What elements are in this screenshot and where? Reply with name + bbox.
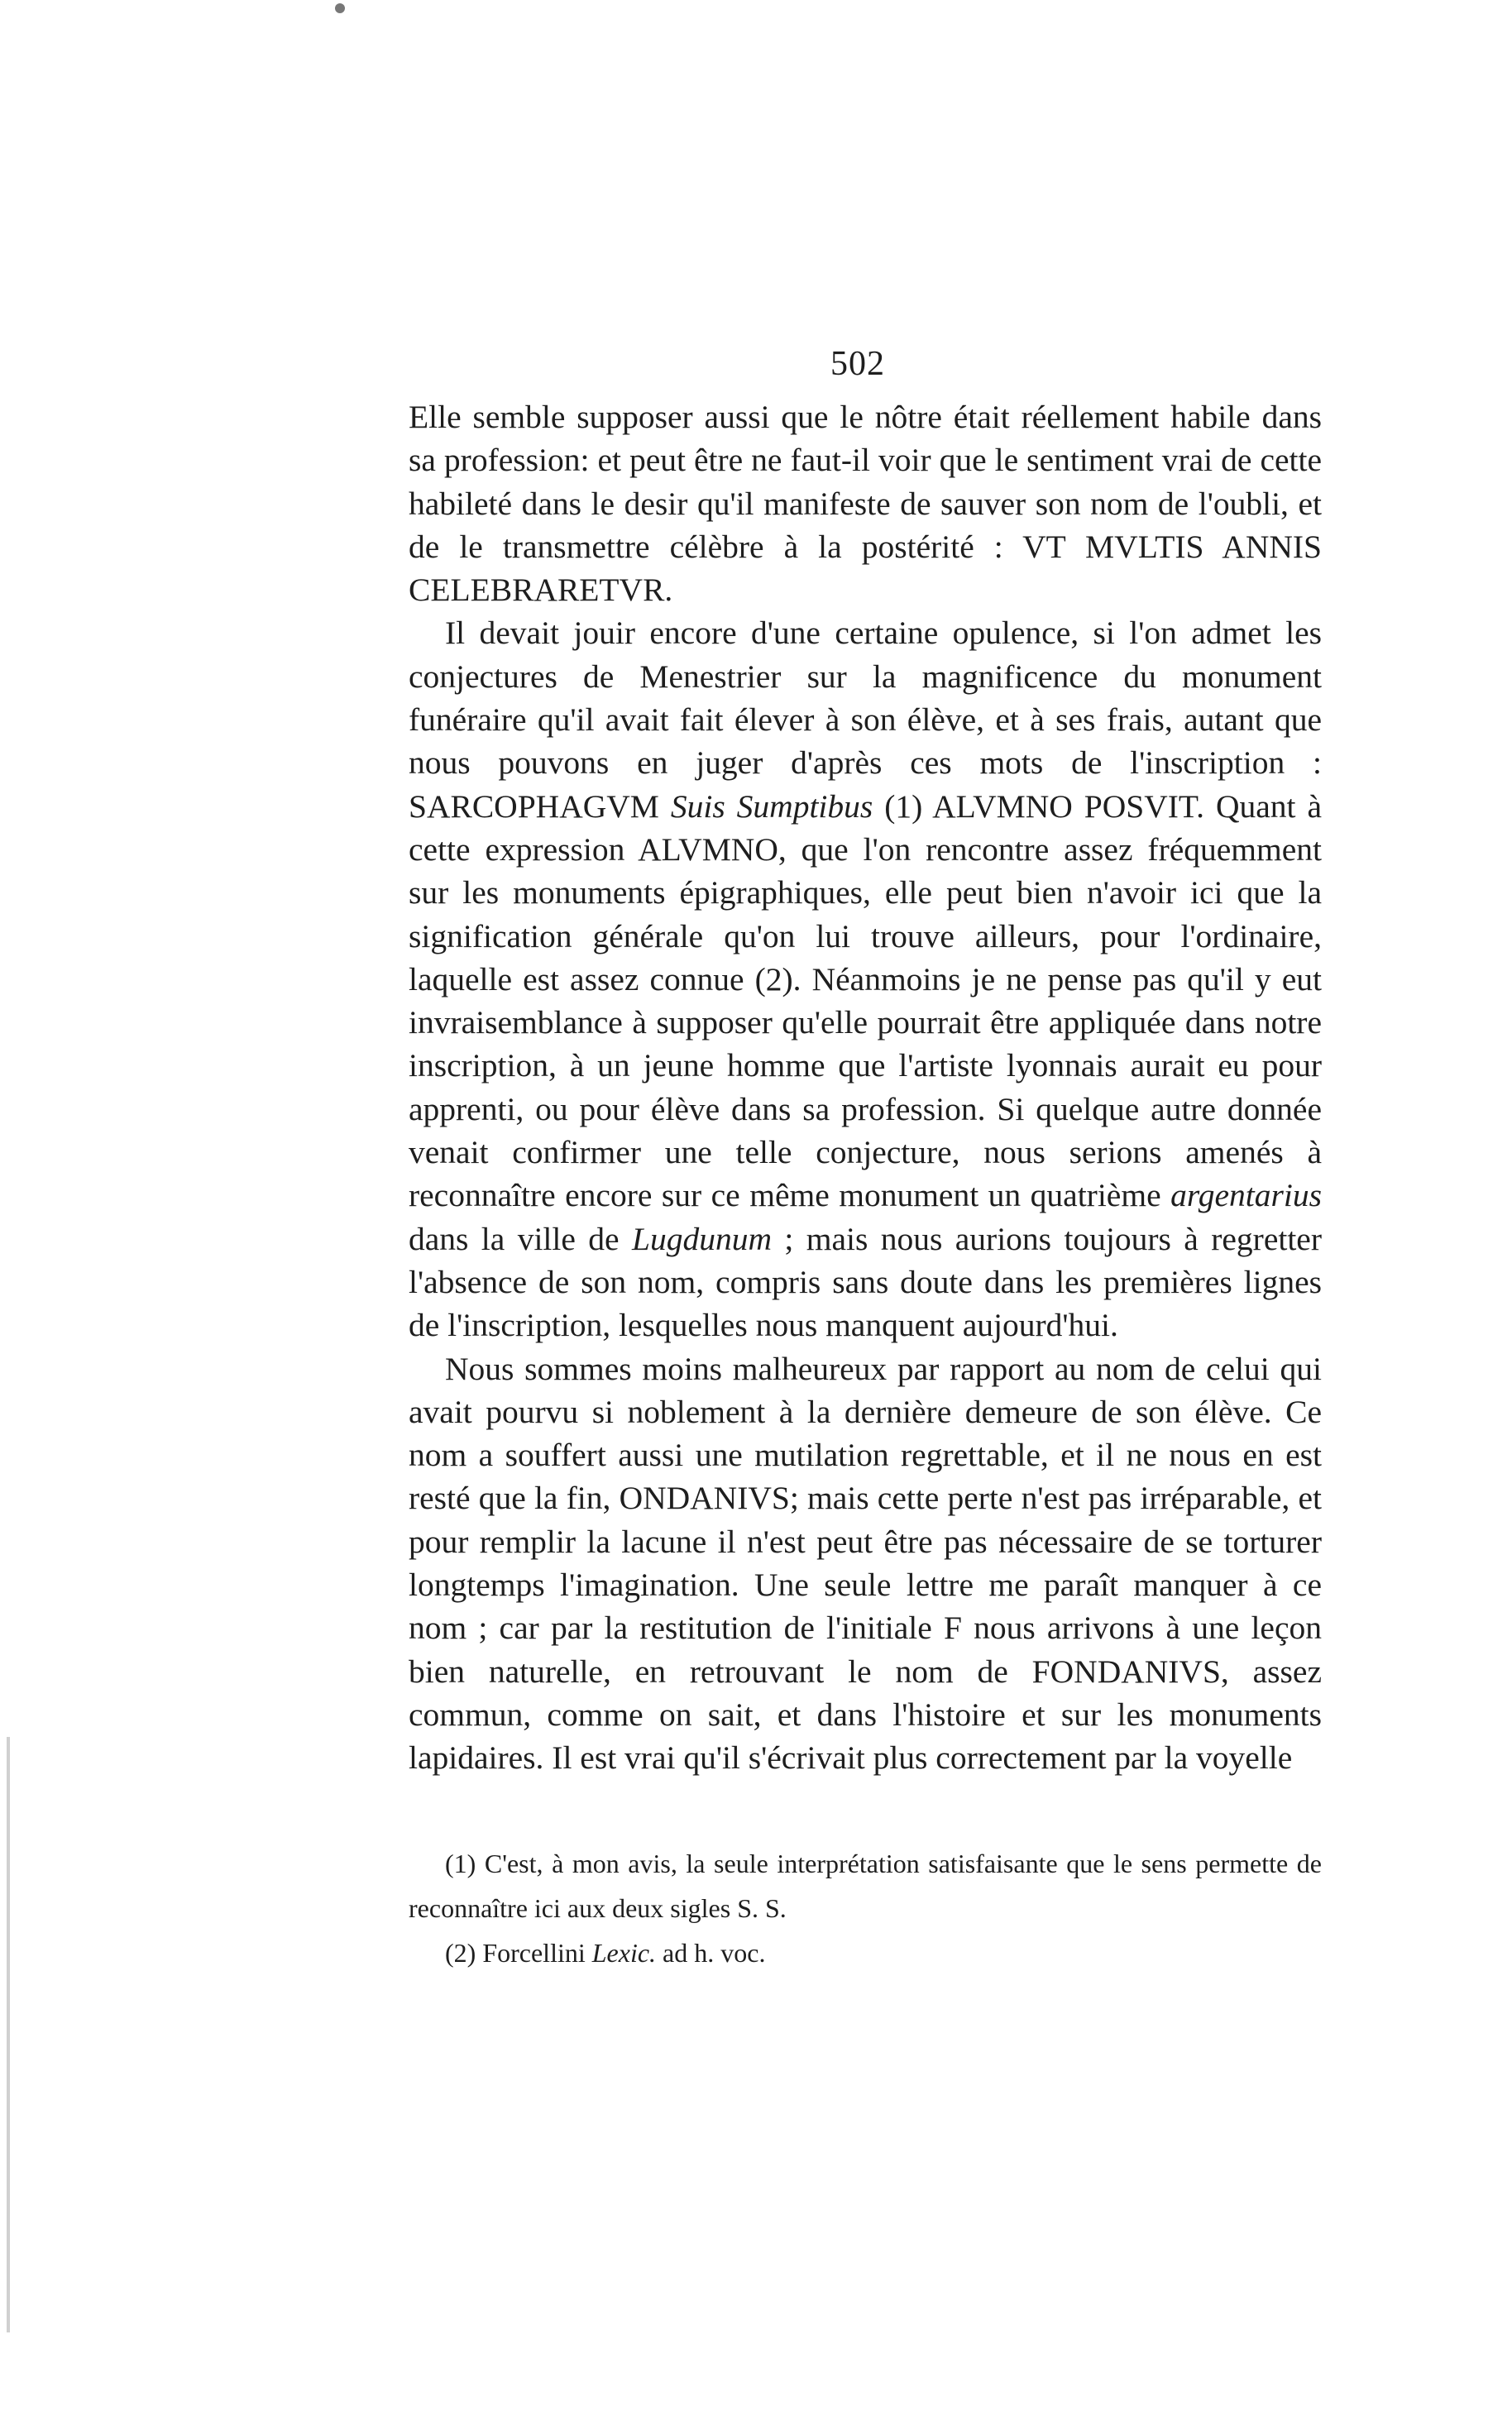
footnote-2-suffix: ad h. voc. [656,1938,766,1968]
paragraph-2-part-3: dans la ville de [409,1220,632,1257]
paragraph-2-part-2: (1) ALVMNO POSVIT. Quant à cette expression ALVMNO, que l'on rencontre assez fréquemment sur les monuments épigraphiques, elle peut bien n'avoir ici que la signification générale qu'on lui trouve ailleurs, pour l'ordinaire, laquelle est assez connue (2). Néanmoins je ne pense pas qu'il y eut invraisemblance à supposer qu'elle pourrait être appliquée dans notre inscription, à un jeune homme que l'artiste lyonnais aurait eu pour apprenti, ou pour élève dans sa profession. Si quelque autre donnée venait confirmer une telle conjecture, nous serions amenés à reconnaître encore sur ce même monument un quatrième [409,787,1322,1214]
scan-edge-mark-top [335,3,345,13]
footnote-2-prefix: (2) Forcellini [445,1938,592,1968]
italic-suis-sumptibus: Suis Sumptibus [670,787,873,825]
italic-argentarius: argentarius [1170,1177,1322,1214]
footnote-2-italic: Lexic. [591,1938,657,1968]
paragraph-2-part-1: Il devait jouir encore d'une certaine opulence, si l'on admet les conjectures de Menestrier sur la magnificence du monument funéraire qu'il avait fait élever à son élève, et à ses frais, autant que nous pouvons en juger d'après ces mots de l'inscription : SARCOPHAGVM [409,615,1322,825]
paragraph-3: Nous sommes moins malheureux par rapport au nom de celui qui avait pourvu si noblement à la dernière demeure de son élève. Ce nom a souffert aussi une mutilation regrettable, et il ne nous en est resté que la fin, ONDANIVS; mais cette perte n'est pas irréparable, et pour remplir la lacune il n'est peut être pas nécessaire de se torturer longtemps l'imagination. Une seule lettre me paraît manquer à ce nom ; car par la restitution de l'initiale F nous arrivons à une leçon bien naturelle, en retrouvant le nom de FONDANIVS, assez commun, comme on sait, et dans l'histoire et sur les monuments lapidaires. Il est vrai qu'il s'écrivait plus correctement par la voyelle [409,1350,1322,1777]
scan-edge-mark-left [7,1737,10,2332]
footnote-2 [409,1930,1322,1975]
paragraph-2-part-4: ; mais nous aurions toujours à regretter l'absence de son nom, compris sans doute dans les premières lignes de l'inscription, lesquelles nous manquent aujourd'hui. [409,1220,1322,1344]
italic-lugdunum: Lugdunum [631,1220,772,1257]
page-number: 502 [830,345,885,383]
body-text [409,395,1322,1780]
paragraph-1: Elle semble supposer aussi que le nôtre était réellement habile dans sa profession: et peut être ne faut-il voir que le sentiment vrai de cette habileté dans le desir qu'il manifeste de sauver son nom de l'oubli, et de le transmettre célèbre à la postérité : VT MVLTIS ANNIS CELEBRARETVR. [409,399,1322,609]
paragraph-2 [409,611,1322,1347]
footnotes [409,1841,1322,1975]
footnote-1: (1) C'est, à mon avis, la seule interprétation satisfaisante que le sens permette de reconnaître ici aux deux sigles S. S. [409,1849,1322,1923]
